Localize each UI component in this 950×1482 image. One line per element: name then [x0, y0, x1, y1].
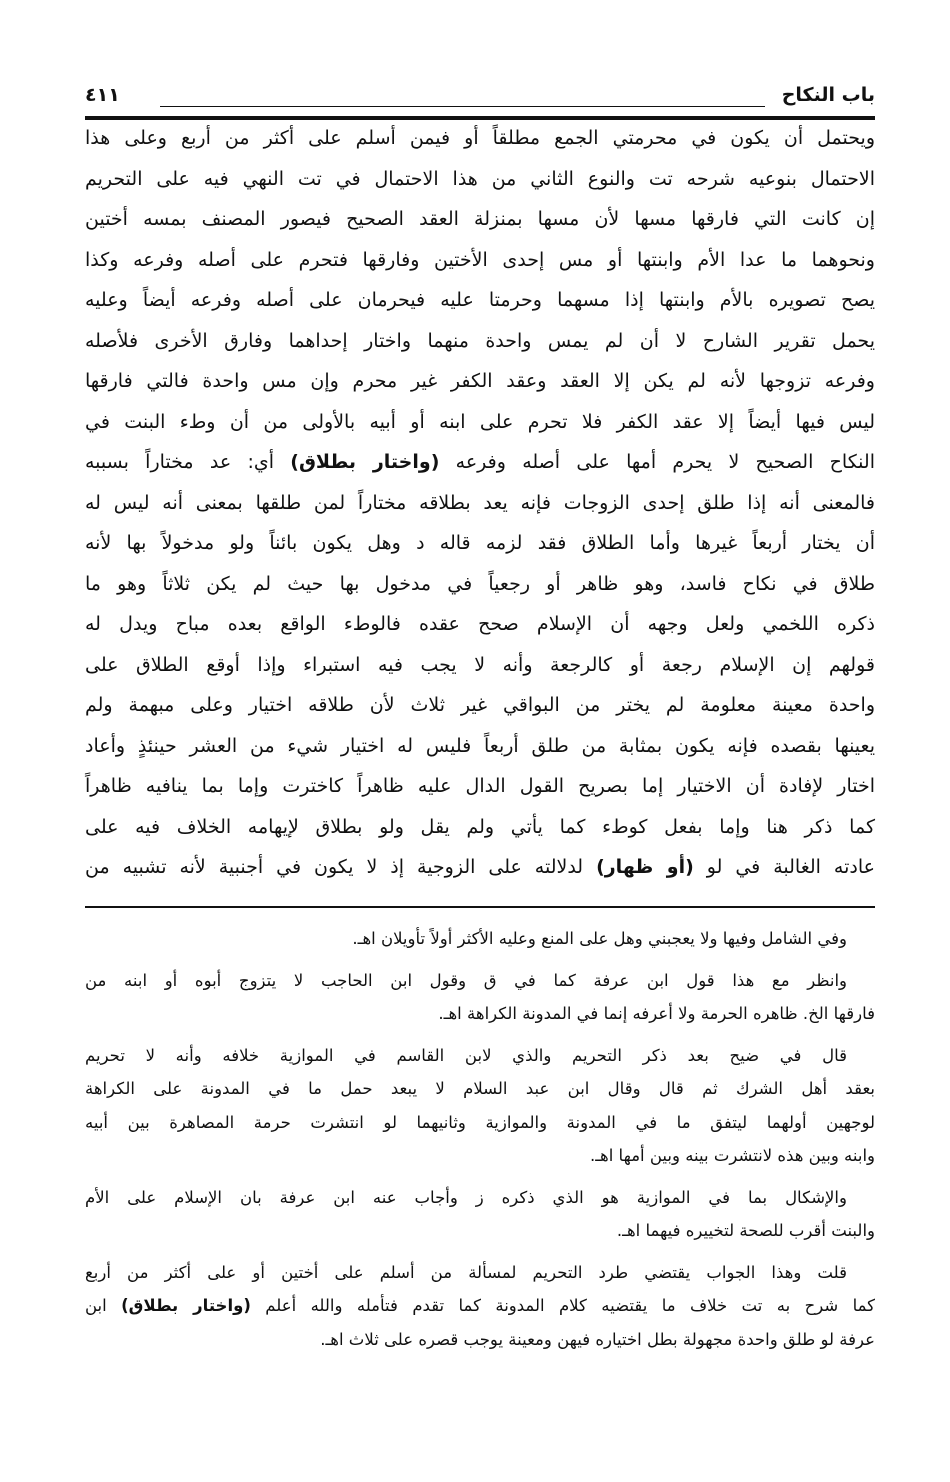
text-line: الاحتمال بنوعيه شرحه تت والنوع الثاني من هذا الاحتمال في تت النهي فيه على التحريم — [85, 167, 875, 190]
page-number: ٤١١ — [85, 84, 120, 106]
text-line: فالمعنى أنه إذا طلق إحدى الزوجات فإنه يعد بطلاقه مختاراً لمن طلقها بمعنى أنه ليس له — [85, 491, 875, 514]
matn-quote: (واختار بطلاق) — [121, 1296, 251, 1315]
footnote-line: لوجهين أولهما ليتفق ما في المدونة والموازية وثانيهما لو انتشرت حرمة المصاهرة بين أبيه — [85, 1112, 875, 1132]
text-segment: أي: عد مختاراً بسببه — [85, 451, 291, 473]
footnote-paragraph — [85, 1256, 875, 1357]
footnote-line: قلت وهذا الجواب يقتضي طرد التحريم لمسألة من أسلم على أختين أو على أكثر من أربع — [85, 1262, 847, 1282]
text-line: واحدة معينة معلومة لم يختر من البواقي غير ثلاث لأن طلاقه اختيار وعلى مبهمة ولم — [85, 694, 875, 716]
header-line — [160, 106, 765, 107]
text-segment: النكاح الصحيح لا يحرم أمها على أصله وفرعه — [439, 451, 875, 473]
text-line: قولهم إن الإسلام رجعة أو كالرجعة وأنه لا يجب فيه استبراء وإذا أوقع الطلاق على — [85, 653, 875, 676]
text-line: ويحتمل أن يكون في محرمتي الجمع مطلقاً أو فيمن أسلم على أكثر من أربع وعلى هذا — [85, 127, 875, 149]
text-line: يحمل تقرير الشارح لا أن لم يمس واحدة منهما واختار إحداهما وفارق الأخرى فلأصله — [85, 329, 875, 352]
text-line — [85, 442, 875, 483]
text-line — [85, 847, 875, 888]
footnote-line: والبنت أقرب للصحة لتخييره فيهما اهـ. — [616, 1221, 875, 1240]
main-text — [85, 118, 875, 888]
footnote-line: وابنه وبين هذه لانتشرت بينه وبين أمها اهـ. — [589, 1146, 875, 1165]
text-segment: لدلالته على الزوجية إذ لا يكون في أجنبية لأنه تشبيه من — [85, 856, 597, 878]
chapter-title: باب النكاح — [781, 84, 875, 106]
footnote-line: فارقها الخ. ظاهره الحرمة ولا أعرفه إنما في المدونة الكراهة اهـ. — [438, 1004, 875, 1023]
footnote-line: قال في ضيح بعد ذكر التحريم والذي لابن القاسم في الموازية خلافه وأنه لا تحريم — [85, 1045, 847, 1065]
text-line: إن كانت التي فارقها مسها لأن مسها بمنزلة العقد الصحيح فيصور المصنف بمسه أختين — [85, 208, 875, 230]
matn-quote: (واختار بطلاق) — [290, 451, 440, 473]
text-segment: ابن — [85, 1296, 122, 1315]
text-line: طلاق في نكاح فاسد، وهو ظاهر أو رجعياً في مدخول بها حيث لم يكن ثلاثاً وهو ما — [85, 572, 875, 595]
footnote-line: عرفة لو طلق واحدة مجهولة بطل اختياره فيهن ومعينة يوجب قصره على ثلاث اهـ. — [320, 1329, 875, 1349]
footnote-line: وفي الشامل وفيها ولا يعجبني وهل على المنع وعليه الأكثر أولاً تأويلان اهـ. — [352, 929, 847, 948]
text-line: يعينها بقصده فإنه يكون بمثابة من طلق أربعاً فليس له اختيار شيء من العشر حينئذٍ وأعاد — [85, 734, 875, 757]
text-line: اختار لإفادة أن الاختيار إما بصريح القول الدال عليه ظاهراً كاخترت وإما بما ينافيه ظاهراً — [85, 775, 875, 797]
text-line: وفرعه تزوجها لأنه لم يكن إلا العقد وعقد الكفر غير محرم وإن مس واحدة فالتي فارقها — [85, 370, 875, 392]
footnote-line: وانظر مع هذا قول ابن عرفة كما في ق وقول ابن الحاجب لا يتزوج أبوه أو ابنه من — [85, 970, 847, 990]
text-segment: كما شرح به تت خلاف ما يقتضيه كلام المدونة كما تقدم فتأمله والله أعلم — [250, 1296, 875, 1315]
text-line: ليس فيها أيضاً إلا عقد الكفر فلا تحرم على ابنه أو أبيه بالأولى من أن وطء البنت في — [85, 410, 875, 433]
footnote-paragraph — [85, 1039, 875, 1173]
text-line: ذكره اللخمي ولعل وجهه أن الإسلام صحح عقده فالوطء الواقع بعده مباح ويدل له — [85, 613, 875, 635]
text-line: ونحوهما ما عدا الأم وابنتها أو مس إحدى الأختين وفارقها فتحرم على أصله وفرعه وكذا — [85, 248, 875, 271]
text-line: أن يختار أربعاً غيرها وأما الطلاق فقد لزمه قاله د وهل يكون بائناً ولو مدخولاً بها لأنه — [85, 532, 875, 554]
text-line: كما ذكر هنا وإما بفعل كوطء كما يأتي ولم يقل ولو بطلاق لإيهامه الخلاف فيه على — [85, 815, 875, 838]
footnote-line: والإشكال بما في الموازية هو الذي ذكره ز وأجاب عنه ابن عرفة بان الإسلام على الأم — [85, 1187, 847, 1207]
text-line: يصح تصويره بالأم وابنتها إذا مسهما وحرمتا عليه فيحرمان على أصله وفرعه أيضاً وعليه — [85, 289, 875, 311]
footnote-line: بعقد أهل الشرك ثم قال وقال ابن عبد السلام لا يبعد حمل ما في المدونة على الكراهة — [85, 1079, 875, 1098]
footnote-paragraph — [85, 964, 875, 1031]
footnote-paragraph — [85, 922, 875, 956]
footnote-line — [85, 1289, 875, 1323]
footnotes — [85, 922, 875, 1364]
matn-quote: (أو ظهار) — [596, 856, 694, 878]
running-header — [85, 84, 875, 114]
footnote-rule — [85, 906, 875, 908]
text-segment: عادته الغالبة في لو — [693, 856, 875, 878]
footnote-paragraph — [85, 1181, 875, 1248]
